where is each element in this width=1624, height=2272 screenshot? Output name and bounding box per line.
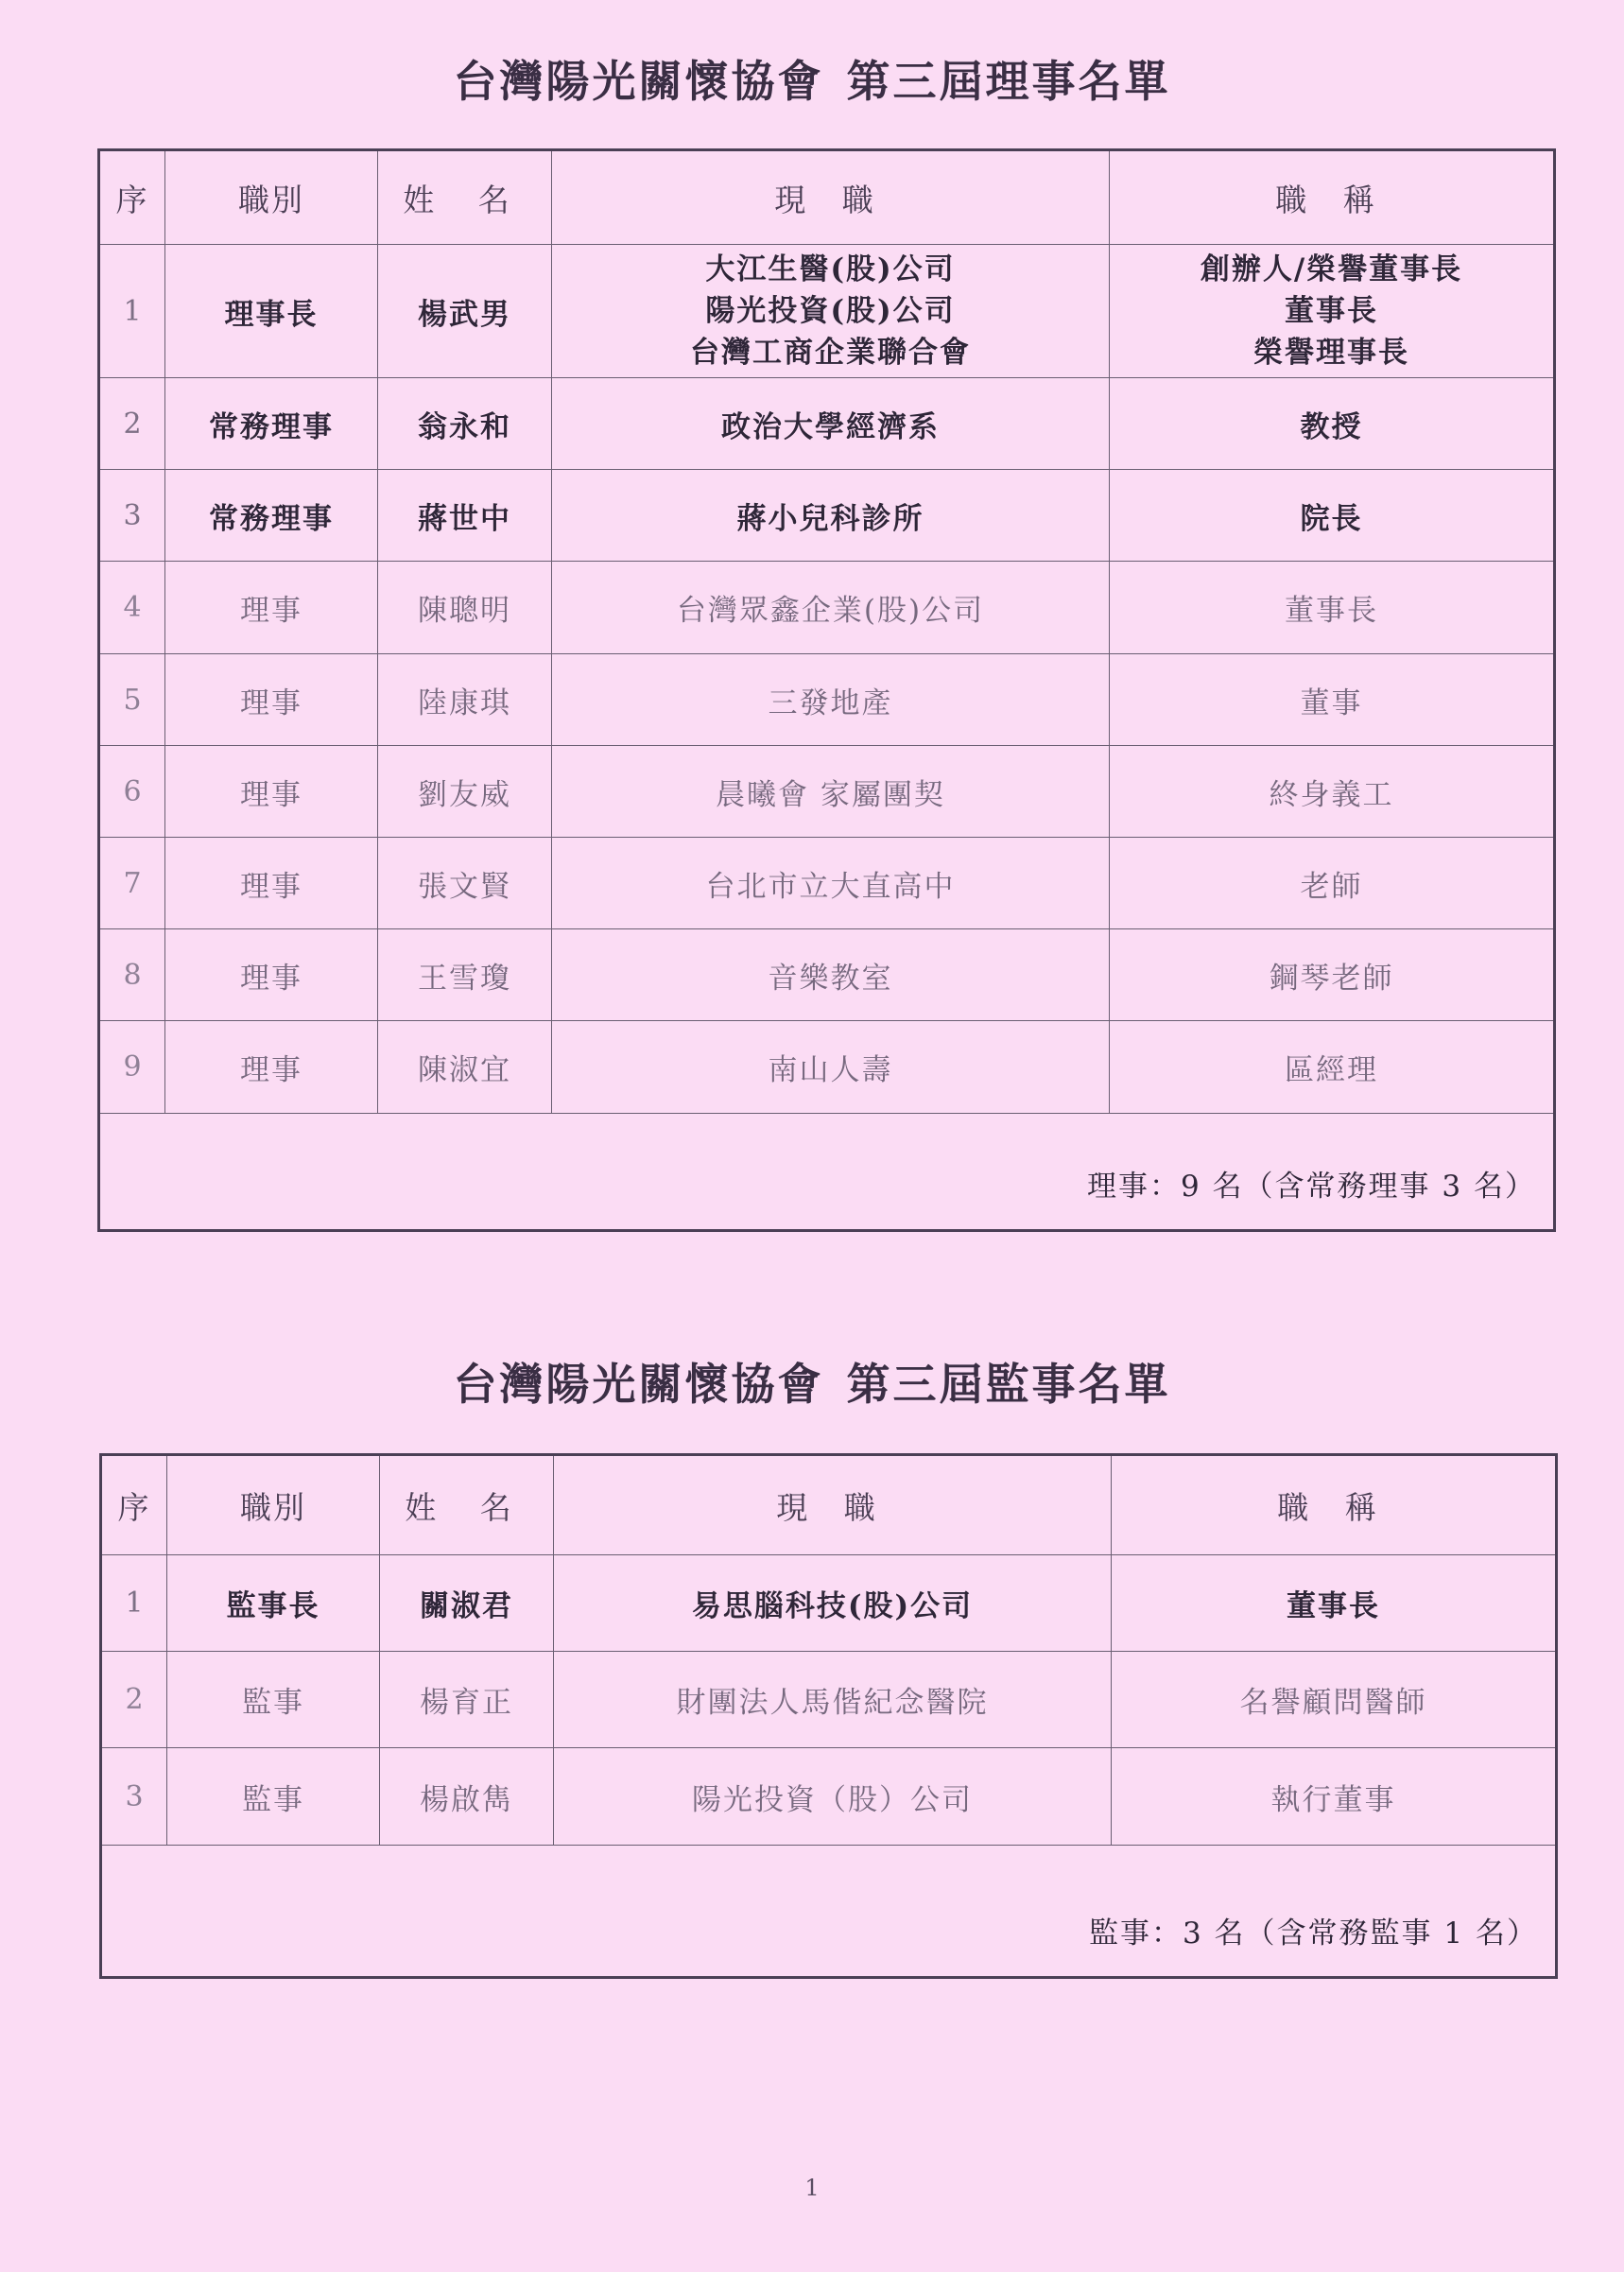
- row-org: 三發地產: [552, 654, 1110, 746]
- row-org: 政治大學經濟系: [552, 378, 1110, 470]
- row-org-line: 台灣工商企業聯合會: [690, 336, 971, 370]
- row-no: 8: [99, 929, 165, 1021]
- table-row: [101, 1555, 1557, 1652]
- row-title: 教授: [1110, 378, 1555, 470]
- header-name: 姓 名: [378, 150, 552, 245]
- row-title: 名譽顧問醫師: [1112, 1652, 1557, 1748]
- row-org: 財團法人馬偕紀念醫院: [554, 1652, 1112, 1748]
- supervisors-summary: 監事：3 名（含常務監事 1 名）: [101, 1846, 1557, 1978]
- row-role: 理事: [165, 929, 378, 1021]
- row-no: 9: [99, 1021, 165, 1114]
- row-role: 理事長: [165, 245, 378, 378]
- row-org: 陽光投資（股）公司: [554, 1748, 1112, 1846]
- row-org: 音樂教室: [552, 929, 1110, 1021]
- row-no: 2: [99, 378, 165, 470]
- header-role: 職別: [165, 150, 378, 245]
- table-row: [99, 562, 1555, 654]
- row-title: 執行董事: [1112, 1748, 1557, 1846]
- row-no: 3: [101, 1748, 167, 1846]
- page-number: 1: [804, 2175, 820, 2201]
- row-title: 董事: [1110, 654, 1555, 746]
- row-title: 終身義工: [1110, 746, 1555, 838]
- row-role: 理事: [165, 1021, 378, 1114]
- supervisors-title-list: 第三屆監事名單: [846, 1359, 1171, 1410]
- table-row: [99, 470, 1555, 562]
- board-title-list: 第三屆理事名單: [846, 56, 1171, 107]
- row-name: 楊武男: [378, 245, 552, 378]
- header-no: 序: [99, 150, 165, 245]
- row-org-line: 大江生醫(股)公司: [705, 252, 956, 286]
- row-no: 7: [99, 838, 165, 929]
- table-row: [99, 378, 1555, 470]
- row-role: 監事長: [167, 1555, 380, 1652]
- row-name: 關淑君: [380, 1555, 554, 1652]
- row-title-line: 榮譽理事長: [1253, 336, 1409, 370]
- row-name: 楊啟雋: [380, 1748, 554, 1846]
- row-no: 5: [99, 654, 165, 746]
- row-no: 1: [101, 1555, 167, 1652]
- table-row: [101, 1652, 1557, 1748]
- board-summary: 理事：9 名（含常務理事 3 名）: [99, 1114, 1555, 1231]
- row-role: 理事: [165, 654, 378, 746]
- row-no: 1: [99, 245, 165, 378]
- row-title-line: 創辦人/榮譽董事長: [1200, 252, 1463, 286]
- row-name: 陳聰明: [378, 562, 552, 654]
- supervisors-title-org: 台灣陽光關懷協會: [453, 1359, 824, 1410]
- row-role: 監事: [167, 1748, 380, 1846]
- table-row: [99, 746, 1555, 838]
- row-role: 理事: [165, 562, 378, 654]
- header-title: 職 稱: [1112, 1455, 1557, 1555]
- header-role: 職別: [167, 1455, 380, 1555]
- row-name: 楊育正: [380, 1652, 554, 1748]
- row-orgs: [552, 245, 1110, 378]
- row-no: 6: [99, 746, 165, 838]
- summary-row: [99, 1114, 1555, 1231]
- row-org: 蔣小兒科診所: [552, 470, 1110, 562]
- table-header-row: [101, 1455, 1557, 1555]
- row-title: 院長: [1110, 470, 1555, 562]
- header-name: 姓 名: [380, 1455, 554, 1555]
- header-no: 序: [101, 1455, 167, 1555]
- board-supervisors-table: [99, 1453, 1558, 1979]
- row-org: 台北市立大直高中: [552, 838, 1110, 929]
- table-row: [99, 245, 1555, 378]
- board-directors-table: [97, 148, 1556, 1232]
- board-title-org: 台灣陽光關懷協會: [453, 56, 824, 107]
- row-no: 4: [99, 562, 165, 654]
- table-header-row: [99, 150, 1555, 245]
- row-no: 3: [99, 470, 165, 562]
- row-title: 董事長: [1112, 1555, 1557, 1652]
- row-role: 監事: [167, 1652, 380, 1748]
- row-org: 晨曦會 家屬團契: [552, 746, 1110, 838]
- row-title-line: 董事長: [1285, 294, 1378, 328]
- table-row: [99, 838, 1555, 929]
- header-title: 職 稱: [1110, 150, 1555, 245]
- table-row: [101, 1748, 1557, 1846]
- row-role: 常務理事: [165, 378, 378, 470]
- row-org: 台灣眾鑫企業(股)公司: [552, 562, 1110, 654]
- row-org: 易思腦科技(股)公司: [554, 1555, 1112, 1652]
- row-title: 董事長: [1110, 562, 1555, 654]
- row-name: 陸康琪: [378, 654, 552, 746]
- row-name: 陳淑宜: [378, 1021, 552, 1114]
- row-org: 南山人壽: [552, 1021, 1110, 1114]
- table-row: [99, 1021, 1555, 1114]
- header-current-position: 現 職: [552, 150, 1110, 245]
- row-name: 張文賢: [378, 838, 552, 929]
- table-row: [99, 929, 1555, 1021]
- supervisors-title: [0, 1350, 1624, 1413]
- row-role: 常務理事: [165, 470, 378, 562]
- header-current-position: 現 職: [554, 1455, 1112, 1555]
- row-name: 劉友威: [378, 746, 552, 838]
- row-no: 2: [101, 1652, 167, 1748]
- row-org-line: 陽光投資(股)公司: [705, 294, 956, 328]
- row-title: 鋼琴老師: [1110, 929, 1555, 1021]
- row-title: 區經理: [1110, 1021, 1555, 1114]
- table-row: [99, 654, 1555, 746]
- row-role: 理事: [165, 838, 378, 929]
- row-role: 理事: [165, 746, 378, 838]
- board-title: [0, 47, 1624, 110]
- row-title: 老師: [1110, 838, 1555, 929]
- row-name: 王雪瓊: [378, 929, 552, 1021]
- summary-row: [101, 1846, 1557, 1978]
- row-titles: [1110, 245, 1555, 378]
- row-name: 蔣世中: [378, 470, 552, 562]
- row-name: 翁永和: [378, 378, 552, 470]
